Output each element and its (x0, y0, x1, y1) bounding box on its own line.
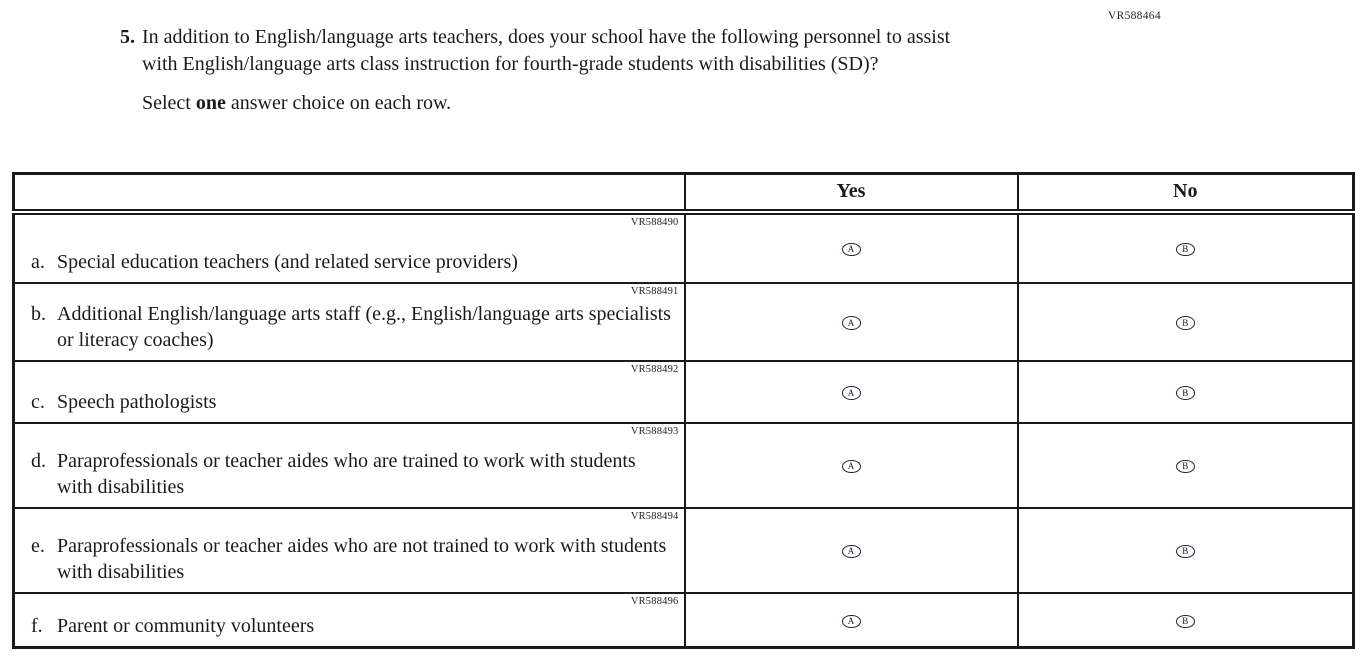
item-label-d (31, 448, 674, 500)
no-cell-f (1018, 593, 1354, 648)
row-b-yes-bubble[interactable]: A (842, 316, 861, 330)
row-a-yes-bubble[interactable]: A (842, 243, 861, 257)
header-yes: Yes (685, 174, 1018, 212)
item-letter-e: e. (31, 534, 45, 557)
page-code: VR588464 (1108, 10, 1161, 22)
item-cell-c (14, 361, 685, 423)
no-cell-a (1018, 212, 1354, 283)
no-cell-d (1018, 423, 1354, 508)
row-d-no-bubble[interactable]: B (1176, 460, 1195, 474)
answer-table (12, 172, 1355, 649)
yes-cell-c (685, 361, 1018, 423)
yes-cell-b (685, 283, 1018, 361)
yes-cell-e (685, 508, 1018, 593)
no-cell-b (1018, 283, 1354, 361)
row-code-f: VR588496 (630, 595, 679, 607)
table-row-d (14, 423, 1354, 508)
item-label-e (31, 533, 674, 585)
item-cell-b (14, 283, 685, 361)
question-number: 5. (120, 26, 135, 48)
item-letter-c: c. (31, 390, 45, 413)
table-row-a (14, 212, 1354, 283)
instruction-emphasis: one (195, 92, 226, 114)
no-cell-c (1018, 361, 1354, 423)
row-code-b: VR588491 (630, 285, 679, 297)
question-text: In addition to English/language arts teachers, does your school have the following personnel to assist with English/language arts class instruction for fourth-grade students with disabilities (SD)? (142, 26, 951, 75)
item-text-d: Paraprofessionals or teacher aides who are trained to work with students with disabilities (57, 449, 636, 498)
item-cell-d (14, 423, 685, 508)
item-text-a: Special education teachers (and related service providers) (57, 250, 518, 273)
item-label-a (31, 249, 674, 275)
header-no: No (1018, 174, 1354, 212)
instruction-suffix: answer choice on each row. (225, 92, 452, 114)
row-e-yes-bubble[interactable]: A (842, 545, 861, 559)
item-text-f: Parent or community volunteers (57, 615, 315, 637)
row-e-no-bubble[interactable]: B (1176, 545, 1195, 559)
item-cell-a (14, 212, 685, 283)
question-instruction (142, 90, 1100, 117)
item-letter-a: a. (31, 250, 45, 273)
row-c-no-bubble[interactable]: B (1176, 386, 1195, 400)
item-cell-f (14, 593, 685, 648)
row-c-yes-bubble[interactable]: A (842, 386, 861, 400)
yes-cell-a (685, 212, 1018, 283)
row-code-e: VR588494 (630, 510, 679, 522)
header-item (14, 174, 685, 212)
no-cell-e (1018, 508, 1354, 593)
yes-cell-d (685, 423, 1018, 508)
item-text-b: Additional English/language arts staff (e.g., English/language arts specialists or literacy coaches) (57, 302, 671, 351)
row-f-no-bubble[interactable]: B (1176, 615, 1195, 629)
row-d-yes-bubble[interactable]: A (842, 460, 861, 474)
table-row-b (14, 283, 1354, 361)
item-label-f (31, 613, 674, 639)
row-code-a: VR588490 (630, 216, 679, 228)
item-label-c (31, 389, 674, 415)
row-f-yes-bubble[interactable]: A (842, 615, 861, 629)
table-row-c (14, 361, 1354, 423)
item-letter-f: f. (31, 615, 43, 637)
row-code-c: VR588492 (630, 363, 679, 375)
item-letter-b: b. (31, 302, 46, 325)
question-line (120, 24, 1100, 78)
item-label-b (31, 301, 674, 353)
header-row (14, 174, 1354, 212)
question-block (120, 24, 1100, 117)
item-letter-d: d. (31, 449, 46, 472)
item-text-e: Paraprofessionals or teacher aides who are not trained to work with students with disabilities (57, 534, 667, 583)
table-row-f (14, 593, 1354, 648)
instruction-prefix: Select (142, 92, 196, 114)
row-a-no-bubble[interactable]: B (1176, 243, 1195, 257)
row-b-no-bubble[interactable]: B (1176, 316, 1195, 330)
row-code-d: VR588493 (630, 425, 679, 437)
yes-cell-f (685, 593, 1018, 648)
item-text-c: Speech pathologists (57, 390, 217, 413)
item-cell-e (14, 508, 685, 593)
table-row-e (14, 508, 1354, 593)
